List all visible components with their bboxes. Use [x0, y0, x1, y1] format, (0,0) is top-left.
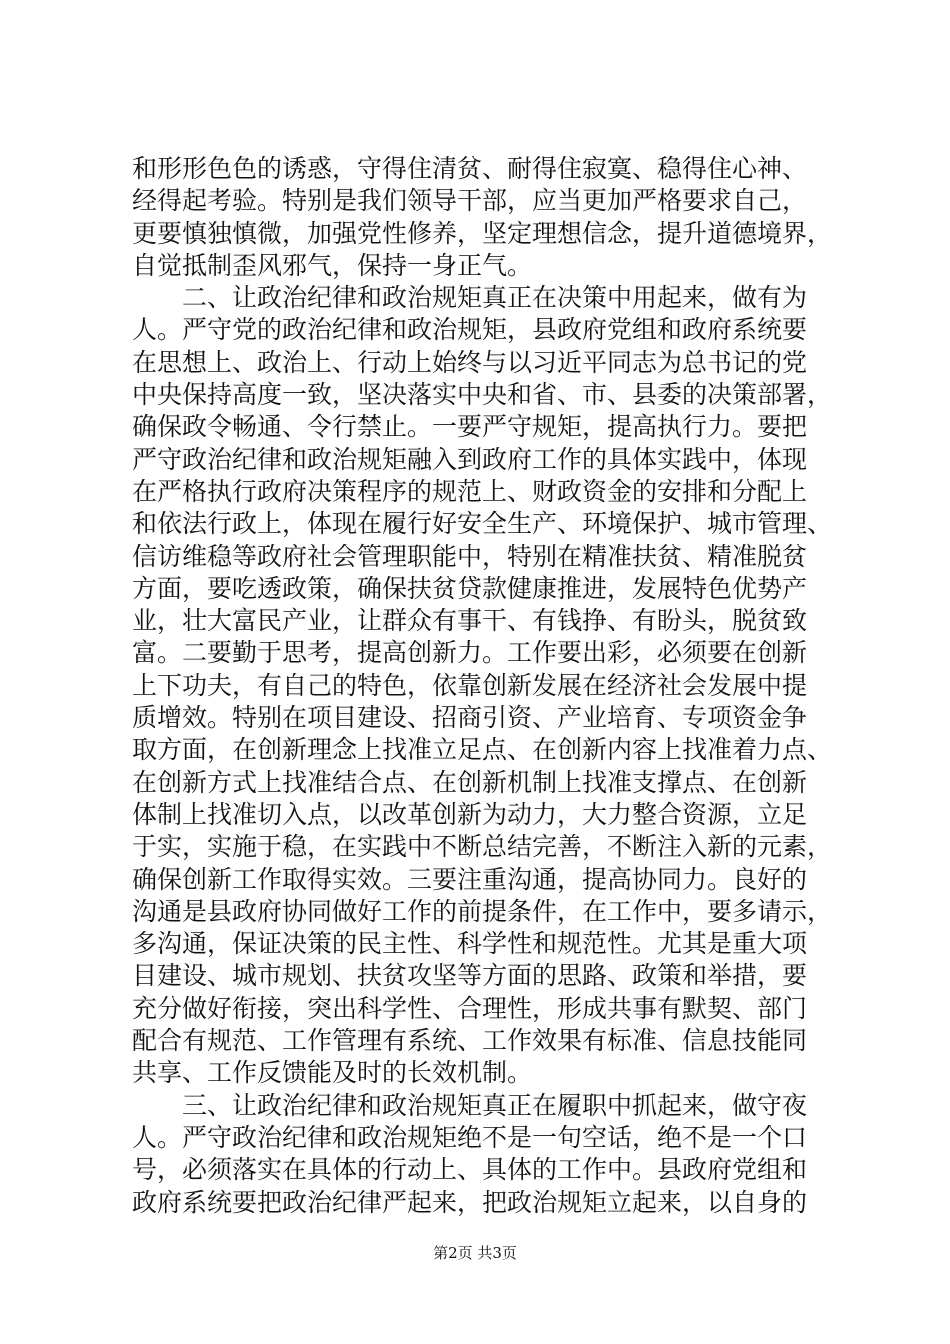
- text-line: 方面，要吃透政策，确保扶贫贷款健康推进，发展特色优势产: [132, 573, 808, 603]
- text-line: 自觉抵制歪风邪气，保持一身正气。: [132, 250, 533, 280]
- text-line: 共享、工作反馈能及时的长效机制。: [132, 1058, 533, 1088]
- text-line: 取方面，在创新理念上找准立足点、在创新内容上找准着力点、: [132, 735, 832, 765]
- text-line: 经得起考验。特别是我们领导干部，应当更加严格要求自己，: [132, 186, 808, 216]
- text-line: 质增效。特别在项目建设、招商引资、产业培育、专项资金争: [132, 703, 808, 733]
- text-line: 目建设、城市规划、扶贫攻坚等方面的思路、政策和举措，要: [132, 961, 808, 991]
- text-line: 人。严守政治纪律和政治规矩绝不是一句空话，绝不是一个口: [132, 1122, 808, 1152]
- text-line: 多沟通，保证决策的民主性、科学性和规范性。尤其是重大项: [132, 929, 808, 959]
- text-line: 在创新方式上找准结合点、在创新机制上找准支撑点、在创新: [132, 767, 808, 797]
- text-line: 确保创新工作取得实效。三要注重沟通，提高协同力。良好的: [132, 864, 808, 894]
- text-line: 沟通是县政府协同做好工作的前提条件，在工作中，要多请示，: [132, 896, 832, 926]
- text-line: 政府系统要把政治纪律严起来，把政治规矩立起来，以自身的: [132, 1187, 808, 1217]
- text-line: 配合有规范、工作管理有系统、工作效果有标准、信息技能同: [132, 1026, 808, 1056]
- text-line: 信访维稳等政府社会管理职能中，特别在精准扶贫、精准脱贫: [132, 541, 808, 571]
- text-line: 人。严守党的政治纪律和政治规矩，县政府党组和政府系统要: [132, 315, 808, 345]
- text-line: 中央保持高度一致，坚决落实中央和省、市、县委的决策部署，: [132, 380, 832, 410]
- text-line: 于实，实施于稳，在实践中不断总结完善，不断注入新的元素，: [132, 832, 832, 862]
- text-line: 在严格执行政府决策程序的规范上、财政资金的安排和分配上: [132, 476, 808, 506]
- text-line: 上下功夫，有自己的特色，依靠创新发展在经济社会发展中提: [132, 670, 808, 700]
- text-line: 二、让政治纪律和政治规矩真正在决策中用起来，做有为: [132, 283, 808, 313]
- text-line: 充分做好衔接，突出科学性、合理性，形成共事有默契、部门: [132, 993, 808, 1023]
- text-line: 和依法行政上，体现在履行好安全生产、环境保护、城市管理、: [132, 509, 832, 539]
- text-line: 在思想上、政治上、行动上始终与以习近平同志为总书记的党: [132, 347, 808, 377]
- page-number-footer: 第2页 共3页: [433, 1244, 517, 1262]
- document-body: [132, 153, 832, 1219]
- text-line: 体制上找准切入点，以改革创新为动力，大力整合资源，立足: [132, 799, 808, 829]
- text-line: 号，必须落实在具体的行动上、具体的工作中。县政府党组和: [132, 1155, 808, 1185]
- text-line: 确保政令畅通、令行禁止。一要严守规矩，提高执行力。要把: [132, 412, 808, 442]
- text-line: 更要慎独慎微，加强党性修养，坚定理想信念，提升道德境界，: [132, 218, 832, 248]
- text-line: 严守政治纪律和政治规矩融入到政府工作的具体实践中，体现: [132, 444, 808, 474]
- text-line: 和形形色色的诱惑，守得住清贫、耐得住寂寞、稳得住心神、: [132, 154, 808, 183]
- text-line: 三、让政治纪律和政治规矩真正在履职中抓起来，做守夜: [132, 1090, 808, 1120]
- text-line: 业，壮大富民产业，让群众有事干、有钱挣、有盼头，脱贫致: [132, 606, 808, 636]
- text-line: 富。二要勤于思考，提高创新力。工作要出彩，必须要在创新: [132, 638, 808, 668]
